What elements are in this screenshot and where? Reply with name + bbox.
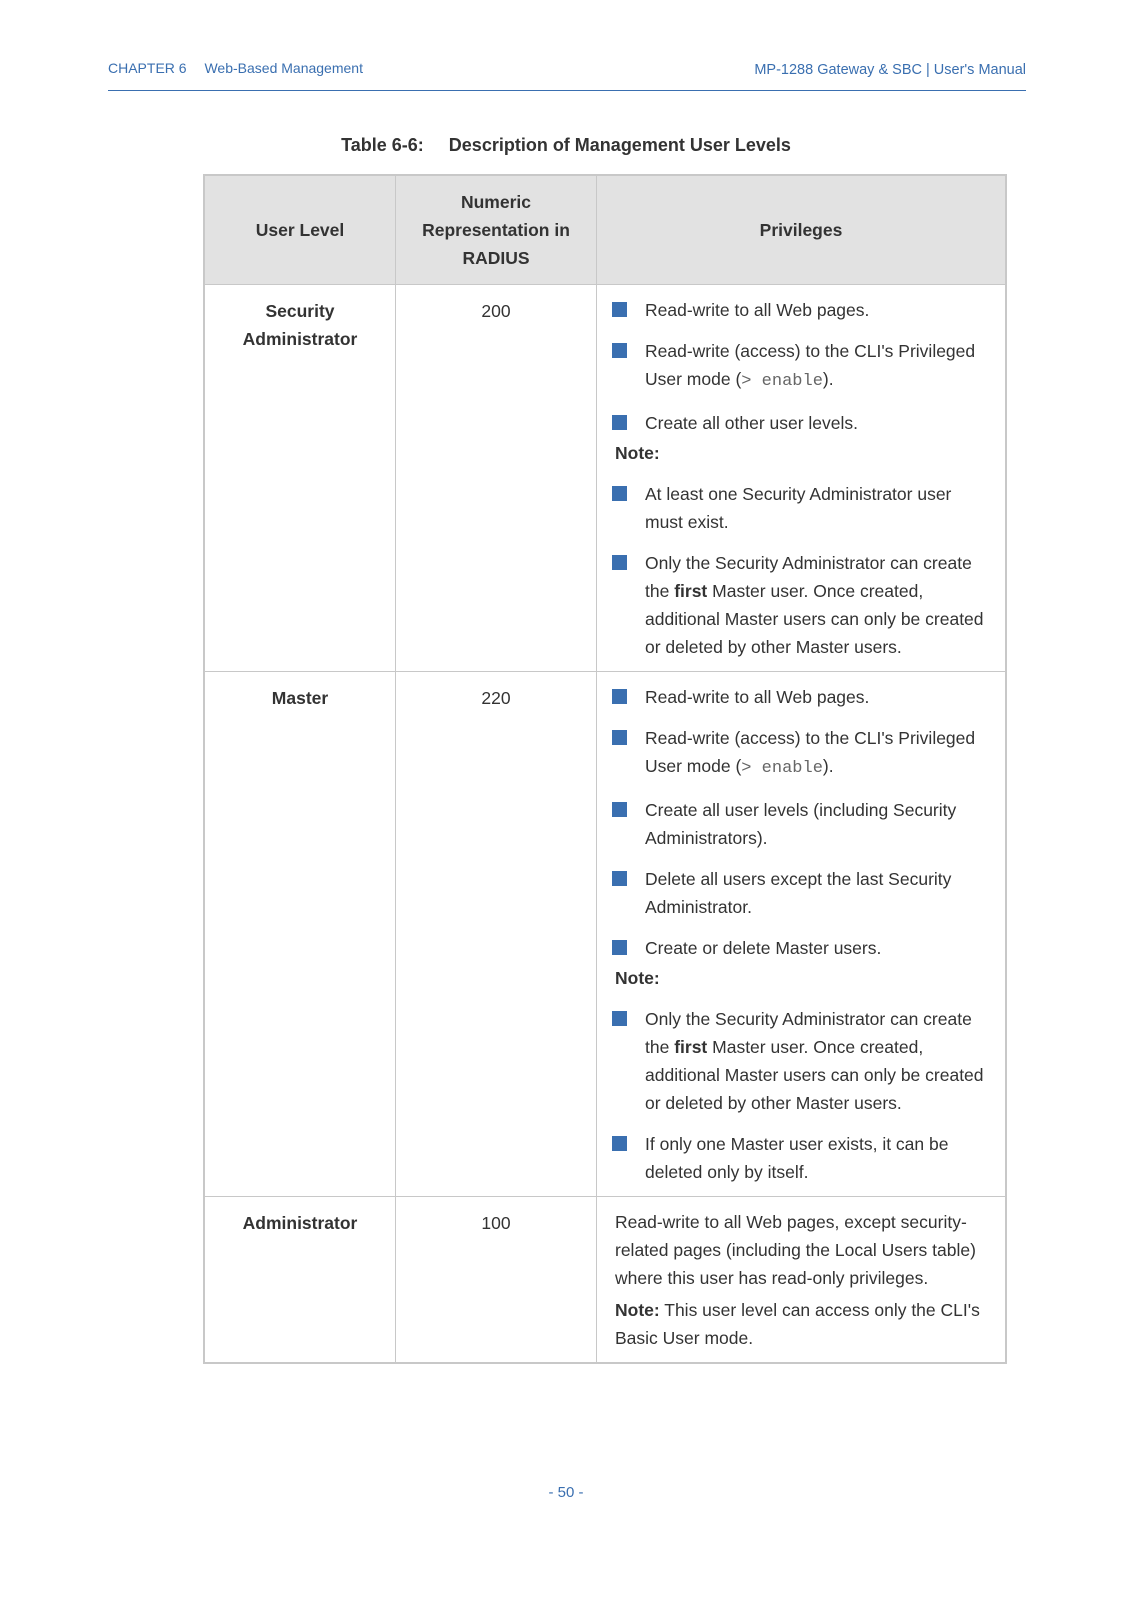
note-paragraph: [615, 1296, 993, 1352]
list-item: Read-write to all Web pages.: [615, 296, 993, 324]
square-bullet-icon: [612, 871, 627, 886]
list-item: At least one Security Administrator user must exist.: [615, 480, 993, 536]
list-item: Read-write (access) to the CLI's Privileged User mode (> enable).: [615, 337, 993, 396]
square-bullet-icon: [612, 486, 627, 501]
user-levels-table: [203, 174, 1007, 1364]
column-header-privileges: Privileges: [597, 175, 1007, 285]
privileges-list: [615, 683, 993, 962]
cli-command: > enable: [741, 759, 823, 778]
privileges-list: [615, 296, 993, 437]
privileges-cell: [597, 672, 1007, 1197]
column-header-user-level: User Level: [204, 175, 396, 285]
square-bullet-icon: [612, 555, 627, 570]
table-row: [204, 285, 1006, 672]
list-item: Only the Security Administrator can create the first Master user. Once created, additional Master users can only be created or deleted by other Master users.: [615, 1005, 993, 1117]
list-item: Create all other user levels.: [615, 409, 993, 437]
note-text: This user level can access only the CLI's Basic User mode.: [615, 1300, 980, 1348]
user-level-cell: Administrator: [204, 1197, 396, 1364]
square-bullet-icon: [612, 940, 627, 955]
table-title: Description of Management User Levels: [448, 135, 791, 155]
table-header-row: [204, 175, 1006, 285]
page-header: [108, 56, 1026, 91]
square-bullet-icon: [612, 802, 627, 817]
privileges-cell: [597, 285, 1007, 672]
privileges-text: Read-write to all Web pages, except security-related pages (including the Local Users table) where this user has read-only privileges.: [615, 1212, 976, 1288]
square-bullet-icon: [612, 1011, 627, 1026]
numeric-value-cell: 220: [396, 672, 597, 1197]
cli-command: > enable: [741, 372, 823, 391]
note-label: Note:: [615, 443, 660, 463]
square-bullet-icon: [612, 415, 627, 430]
square-bullet-icon: [612, 343, 627, 358]
emphasis-text: first: [674, 581, 708, 601]
list-item: If only one Master user exists, it can be deleted only by itself.: [615, 1130, 993, 1186]
table-caption: [0, 135, 1132, 156]
list-item: Create all user levels (including Security Administrators).: [615, 796, 993, 852]
list-item: Only the Security Administrator can create the first Master user. Once created, additional Master users can only be created or deleted by other Master users.: [615, 549, 993, 661]
table-row: [204, 672, 1006, 1197]
note-label: Note:: [615, 1300, 660, 1320]
list-item: Delete all users except the last Security Administrator.: [615, 865, 993, 921]
list-item: Read-write (access) to the CLI's Privileged User mode (> enable).: [615, 724, 993, 783]
list-item: Read-write to all Web pages.: [615, 683, 993, 711]
column-header-numeric: Numeric Representation in RADIUS: [396, 175, 597, 285]
square-bullet-icon: [612, 689, 627, 704]
notes-list: [615, 480, 993, 661]
list-item: Create or delete Master users.: [615, 934, 993, 962]
section-label: Web-Based Management: [204, 60, 363, 76]
page-number: - 50 -: [548, 1484, 584, 1501]
numeric-value-cell: 100: [396, 1197, 597, 1364]
emphasis-text: first: [674, 1037, 708, 1057]
square-bullet-icon: [612, 1136, 627, 1151]
square-bullet-icon: [612, 302, 627, 317]
header-left: [108, 60, 363, 76]
user-level-cell: Master: [204, 672, 396, 1197]
table-number: Table 6-6:: [341, 135, 424, 155]
manual-title: MP-1288 Gateway & SBC | User's Manual: [754, 62, 1026, 78]
notes-list: [615, 1005, 993, 1186]
user-level-cell: Security Administrator: [204, 285, 396, 672]
privileges-cell: [597, 1197, 1007, 1364]
square-bullet-icon: [612, 730, 627, 745]
note-label: Note:: [615, 968, 660, 988]
chapter-label: CHAPTER 6: [108, 60, 187, 76]
numeric-value-cell: 200: [396, 285, 597, 672]
table-row: [204, 1197, 1006, 1364]
